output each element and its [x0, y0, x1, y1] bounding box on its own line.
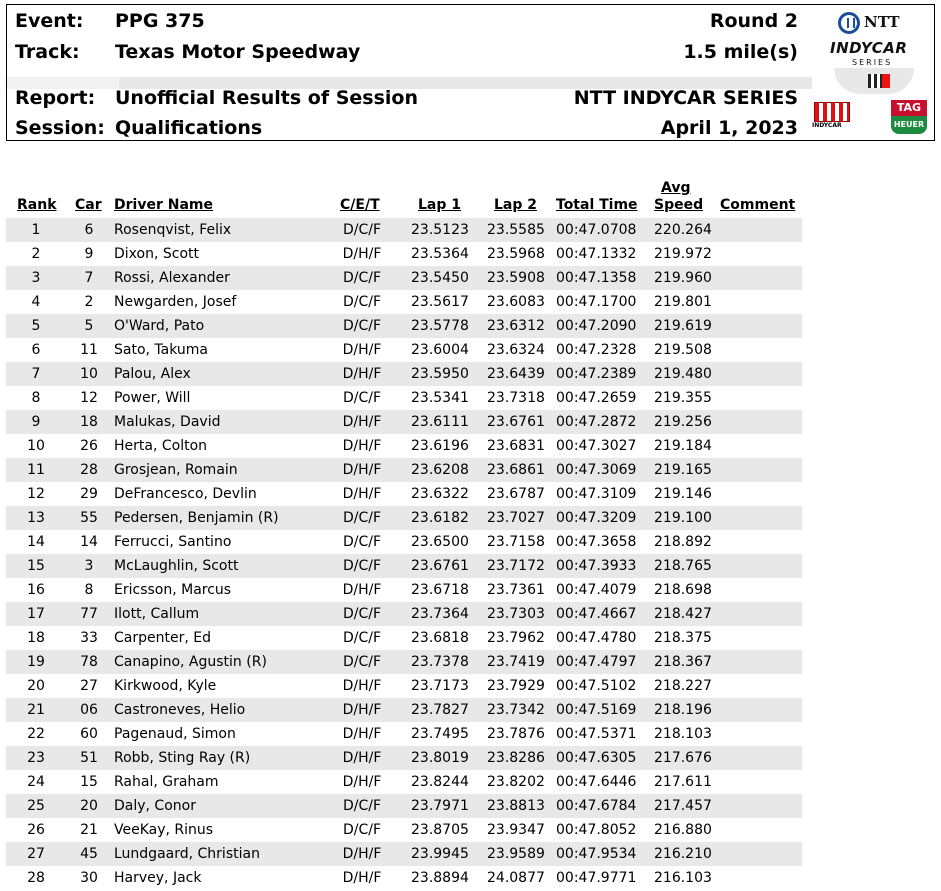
cell-total-time: 00:47.6784	[556, 798, 637, 814]
cell-lap2: 23.5585	[487, 222, 545, 238]
cell-driver-name: VeeKay, Rinus	[114, 822, 214, 838]
col-header-cet: C/E/T	[340, 197, 380, 213]
cell-car: 18	[80, 414, 98, 430]
cell-driver-name: Robb, Sting Ray (R)	[114, 750, 251, 766]
track-name: Texas Motor Speedway	[115, 41, 361, 63]
cell-car: 21	[80, 822, 98, 838]
cell-total-time: 00:47.3069	[556, 462, 637, 478]
table-row	[6, 842, 802, 866]
cell-driver-name: Harvey, Jack	[114, 870, 202, 886]
cell-driver-name: Dixon, Scott	[114, 246, 199, 262]
cell-lap1: 23.6208	[411, 462, 469, 478]
cell-total-time: 00:47.5371	[556, 726, 637, 742]
cell-rank: 7	[31, 366, 41, 382]
cell-cet: D/C/F	[342, 270, 382, 286]
cell-lap2: 23.8202	[487, 774, 545, 790]
cell-driver-name: Palou, Alex	[114, 366, 191, 382]
table-row	[6, 530, 802, 554]
cell-lap2: 23.7342	[487, 702, 545, 718]
cell-driver-name: Newgarden, Josef	[114, 294, 237, 310]
cell-avg-speed: 219.480	[654, 366, 712, 382]
cell-lap2: 23.9589	[487, 846, 545, 862]
cell-lap1: 23.7495	[411, 726, 469, 742]
tag-heuer-logo	[889, 100, 929, 136]
heuer-logo-text: HEUER	[891, 116, 927, 134]
cell-lap1: 23.5617	[411, 294, 469, 310]
cell-total-time: 00:47.3933	[556, 558, 637, 574]
cell-lap1: 23.8705	[411, 822, 469, 838]
cell-lap2: 23.6787	[487, 486, 545, 502]
cell-rank: 28	[27, 870, 45, 886]
cell-driver-name: DeFrancesco, Devlin	[114, 486, 257, 502]
cell-lap2: 23.7876	[487, 726, 545, 742]
cell-rank: 12	[27, 486, 45, 502]
cell-rank: 10	[27, 438, 45, 454]
cell-avg-speed: 219.146	[654, 486, 712, 502]
cell-avg-speed: 219.972	[654, 246, 712, 262]
cell-car: 78	[80, 654, 98, 670]
cell-driver-name: O'Ward, Pato	[114, 318, 205, 334]
cell-lap2: 23.6761	[487, 414, 545, 430]
cell-car: 77	[80, 606, 98, 622]
cell-total-time: 00:47.3209	[556, 510, 637, 526]
cell-rank: 13	[27, 510, 45, 526]
red-flag-icon	[882, 74, 890, 88]
cell-avg-speed: 218.196	[654, 702, 712, 718]
indycar-logo-text: INDYCAR	[830, 39, 908, 57]
table-row	[6, 674, 802, 698]
cell-lap2: 23.7158	[487, 534, 545, 550]
cell-total-time: 00:47.4667	[556, 606, 637, 622]
cell-cet: D/C/F	[342, 606, 382, 622]
cell-rank: 25	[27, 798, 45, 814]
cell-car: 30	[80, 870, 98, 886]
cell-cet: D/C/F	[342, 318, 382, 334]
cell-rank: 3	[31, 270, 41, 286]
table-row	[6, 722, 802, 746]
table-row	[6, 242, 802, 266]
cell-lap1: 23.6718	[411, 582, 469, 598]
cell-lap2: 23.7172	[487, 558, 545, 574]
table-row	[6, 866, 802, 890]
cell-rank: 27	[27, 846, 45, 862]
cell-cet: D/C/F	[342, 558, 382, 574]
cell-avg-speed: 219.355	[654, 390, 712, 406]
cell-rank: 15	[27, 558, 45, 574]
cell-lap1: 23.5950	[411, 366, 469, 382]
cell-lap2: 23.7962	[487, 630, 545, 646]
cell-avg-speed: 218.103	[654, 726, 712, 742]
cell-avg-speed: 218.698	[654, 582, 712, 598]
cell-cet: D/H/F	[342, 846, 382, 862]
session-name: Qualifications	[115, 117, 263, 139]
cell-avg-speed: 219.100	[654, 510, 712, 526]
cell-lap1: 23.7173	[411, 678, 469, 694]
cell-cet: D/H/F	[342, 582, 382, 598]
table-row	[6, 362, 802, 386]
col-header-total-time: Total Time	[556, 197, 638, 213]
cell-lap1: 23.7827	[411, 702, 469, 718]
cell-car: 51	[80, 750, 98, 766]
cell-car: 45	[80, 846, 98, 862]
cell-avg-speed: 219.960	[654, 270, 712, 286]
cell-lap2: 23.6083	[487, 294, 545, 310]
cell-lap1: 23.9945	[411, 846, 469, 862]
ntt-circle-icon	[838, 12, 860, 34]
cell-avg-speed: 219.801	[654, 294, 712, 310]
cell-avg-speed: 218.765	[654, 558, 712, 574]
cell-cet: D/H/F	[342, 726, 382, 742]
cell-lap2: 23.7318	[487, 390, 545, 406]
table-row	[6, 314, 802, 338]
cell-lap1: 23.5778	[411, 318, 469, 334]
cell-car: 11	[80, 342, 98, 358]
cell-driver-name: Canapino, Agustin (R)	[114, 654, 267, 670]
cell-total-time: 00:47.3658	[556, 534, 637, 550]
cell-avg-speed: 216.103	[654, 870, 712, 886]
cell-car: 27	[80, 678, 98, 694]
cell-driver-name: Kirkwood, Kyle	[114, 678, 217, 694]
indycar-flag-logo	[810, 100, 852, 134]
event-label: Event:	[15, 10, 84, 32]
cell-cet: D/H/F	[342, 246, 382, 262]
cell-rank: 24	[27, 774, 45, 790]
table-row	[6, 482, 802, 506]
cell-driver-name: Ilott, Callum	[114, 606, 200, 622]
cell-lap2: 23.6439	[487, 366, 545, 382]
cell-car: 20	[80, 798, 98, 814]
cell-lap1: 23.5450	[411, 270, 469, 286]
table-row	[6, 434, 802, 458]
table-row	[6, 386, 802, 410]
col-header-lap1: Lap 1	[418, 197, 462, 213]
cell-avg-speed: 219.165	[654, 462, 712, 478]
cell-cet: D/H/F	[342, 486, 382, 502]
cell-cet: D/H/F	[342, 702, 382, 718]
cell-avg-speed: 218.375	[654, 630, 712, 646]
cell-total-time: 00:47.2872	[556, 414, 637, 430]
cell-total-time: 00:47.4079	[556, 582, 637, 598]
cell-total-time: 00:47.3027	[556, 438, 637, 454]
cell-car: 7	[84, 270, 94, 286]
table-row	[6, 218, 802, 242]
cell-lap2: 23.6312	[487, 318, 545, 334]
cell-total-time: 00:47.2328	[556, 342, 637, 358]
cell-lap1: 23.6761	[411, 558, 469, 574]
cell-car: 06	[80, 702, 98, 718]
cell-lap1: 23.6196	[411, 438, 469, 454]
cell-avg-speed: 216.880	[654, 822, 712, 838]
cell-cet: D/C/F	[342, 822, 382, 838]
table-row	[6, 266, 802, 290]
cell-total-time: 00:47.9534	[556, 846, 637, 862]
table-row	[6, 602, 802, 626]
cell-car: 55	[80, 510, 98, 526]
cell-rank: 2	[31, 246, 41, 262]
session-label: Session:	[15, 117, 105, 139]
cell-total-time: 00:47.4780	[556, 630, 637, 646]
cell-driver-name: Malukas, David	[114, 414, 221, 430]
cell-total-time: 00:47.6305	[556, 750, 637, 766]
cell-car: 26	[80, 438, 98, 454]
cell-total-time: 00:47.2090	[556, 318, 637, 334]
cell-driver-name: Power, Will	[114, 390, 191, 406]
col-header-comment: Comment	[720, 197, 796, 213]
cell-avg-speed: 219.508	[654, 342, 712, 358]
cell-car: 15	[80, 774, 98, 790]
cell-driver-name: Rosenqvist, Felix	[114, 222, 232, 238]
cell-car: 14	[80, 534, 98, 550]
table-row	[6, 458, 802, 482]
cell-car: 5	[84, 318, 94, 334]
table-row	[6, 506, 802, 530]
cell-driver-name: Ferrucci, Santino	[114, 534, 232, 550]
cell-avg-speed: 218.427	[654, 606, 712, 622]
table-row	[6, 698, 802, 722]
cell-cet: D/H/F	[342, 870, 382, 886]
table-row	[6, 554, 802, 578]
cell-car: 9	[84, 246, 94, 262]
cell-rank: 11	[27, 462, 45, 478]
cell-lap2: 23.9347	[487, 822, 545, 838]
cell-driver-name: Grosjean, Romain	[114, 462, 238, 478]
cell-lap1: 23.6182	[411, 510, 469, 526]
table-row	[6, 290, 802, 314]
logo-shield-shape	[834, 68, 914, 94]
col-header-rank: Rank	[17, 197, 57, 213]
report-header	[6, 4, 935, 141]
cell-car: 2	[84, 294, 94, 310]
cell-lap2: 23.6861	[487, 462, 545, 478]
col-header-lap2: Lap 2	[494, 197, 538, 213]
table-row	[6, 818, 802, 842]
cell-rank: 6	[31, 342, 41, 358]
cell-cet: D/C/F	[342, 534, 382, 550]
cell-rank: 1	[31, 222, 41, 238]
cell-lap1: 23.6500	[411, 534, 469, 550]
table-row	[6, 746, 802, 770]
table-row	[6, 794, 802, 818]
cell-rank: 5	[31, 318, 41, 334]
cell-lap2: 23.5908	[487, 270, 545, 286]
cell-lap1: 23.5123	[411, 222, 469, 238]
track-label: Track:	[15, 41, 80, 63]
cell-driver-name: Herta, Colton	[114, 438, 208, 454]
round-number: Round 2	[709, 10, 798, 32]
indycar-small-text: INDYCAR	[812, 122, 842, 129]
cell-rank: 18	[27, 630, 45, 646]
cell-lap1: 23.5364	[411, 246, 469, 262]
cell-total-time: 00:47.1700	[556, 294, 637, 310]
cell-lap2: 23.7929	[487, 678, 545, 694]
cell-lap1: 23.5341	[411, 390, 469, 406]
cell-driver-name: Rahal, Graham	[114, 774, 219, 790]
cell-cet: D/H/F	[342, 366, 382, 382]
cell-driver-name: Sato, Takuma	[114, 342, 209, 358]
tag-logo-text: TAG	[891, 100, 927, 116]
cell-car: 60	[80, 726, 98, 742]
cell-cet: D/C/F	[342, 222, 382, 238]
cell-lap2: 23.7419	[487, 654, 545, 670]
cell-total-time: 00:47.6446	[556, 774, 637, 790]
ntt-indycar-series-logo	[824, 6, 924, 98]
report-type: Unofficial Results of Session	[115, 87, 419, 109]
cell-driver-name: Carpenter, Ed	[114, 630, 211, 646]
series-name: NTT INDYCAR SERIES	[573, 87, 798, 109]
cell-total-time: 00:47.2389	[556, 366, 637, 382]
col-header-avg: Avg	[661, 180, 691, 196]
cell-total-time: 00:47.3109	[556, 486, 637, 502]
cell-rank: 14	[27, 534, 45, 550]
cell-avg-speed: 219.184	[654, 438, 712, 454]
event-name: PPG 375	[115, 10, 205, 32]
cell-driver-name: Castroneves, Helio	[114, 702, 246, 718]
cell-car: 3	[84, 558, 94, 574]
cell-avg-speed: 218.367	[654, 654, 712, 670]
cell-total-time: 00:47.1358	[556, 270, 637, 286]
cell-cet: D/H/F	[342, 678, 382, 694]
ntt-logo-text: NTT	[864, 13, 900, 31]
cell-rank: 17	[27, 606, 45, 622]
cell-avg-speed: 217.611	[654, 774, 712, 790]
cell-cet: D/H/F	[342, 750, 382, 766]
cell-lap2: 23.6324	[487, 342, 545, 358]
cell-lap2: 23.6831	[487, 438, 545, 454]
cell-avg-speed: 218.892	[654, 534, 712, 550]
cell-total-time: 00:47.0708	[556, 222, 637, 238]
track-length: 1.5 mile(s)	[683, 41, 798, 63]
cell-lap1: 23.8894	[411, 870, 469, 886]
cell-total-time: 00:47.1332	[556, 246, 637, 262]
cell-car: 29	[80, 486, 98, 502]
cell-rank: 8	[31, 390, 41, 406]
cell-rank: 22	[27, 726, 45, 742]
cell-total-time: 00:47.8052	[556, 822, 637, 838]
cell-driver-name: Lundgaard, Christian	[114, 846, 260, 862]
cell-rank: 20	[27, 678, 45, 694]
cell-cet: D/C/F	[342, 798, 382, 814]
cell-total-time: 00:47.9771	[556, 870, 637, 886]
checkered-flag-icon	[868, 74, 882, 88]
col-header-car: Car	[75, 197, 102, 213]
cell-driver-name: Rossi, Alexander	[114, 270, 230, 286]
cell-lap1: 23.6111	[411, 414, 469, 430]
cell-cet: D/C/F	[342, 510, 382, 526]
series-logo-text: SERIES	[852, 58, 893, 67]
cell-avg-speed: 218.227	[654, 678, 712, 694]
cell-car: 8	[84, 582, 94, 598]
cell-lap1: 23.6322	[411, 486, 469, 502]
cell-driver-name: Pagenaud, Simon	[114, 726, 236, 742]
cell-lap2: 23.7027	[487, 510, 545, 526]
table-row	[6, 410, 802, 434]
cell-car: 33	[80, 630, 98, 646]
cell-cet: D/C/F	[342, 294, 382, 310]
table-row	[6, 626, 802, 650]
cell-avg-speed: 216.210	[654, 846, 712, 862]
cell-driver-name: McLaughlin, Scott	[114, 558, 239, 574]
cell-rank: 4	[31, 294, 41, 310]
col-header-speed: Speed	[654, 197, 704, 213]
cell-car: 10	[80, 366, 98, 382]
cell-avg-speed: 219.619	[654, 318, 712, 334]
cell-rank: 23	[27, 750, 45, 766]
cell-lap1: 23.8019	[411, 750, 469, 766]
cell-lap1: 23.7364	[411, 606, 469, 622]
cell-avg-speed: 219.256	[654, 414, 712, 430]
table-row	[6, 770, 802, 794]
cell-lap2: 23.8286	[487, 750, 545, 766]
table-row	[6, 578, 802, 602]
cell-avg-speed: 217.676	[654, 750, 712, 766]
cell-cet: D/H/F	[342, 342, 382, 358]
cell-car: 28	[80, 462, 98, 478]
cell-lap2: 23.7361	[487, 582, 545, 598]
cell-lap2: 23.5968	[487, 246, 545, 262]
cell-rank: 9	[31, 414, 41, 430]
cell-cet: D/H/F	[342, 462, 382, 478]
cell-lap1: 23.6004	[411, 342, 469, 358]
cell-total-time: 00:47.2659	[556, 390, 637, 406]
cell-cet: D/H/F	[342, 774, 382, 790]
cell-lap1: 23.8244	[411, 774, 469, 790]
cell-rank: 26	[27, 822, 45, 838]
cell-driver-name: Ericsson, Marcus	[114, 582, 232, 598]
cell-lap2: 24.0877	[487, 870, 545, 886]
cell-total-time: 00:47.5169	[556, 702, 637, 718]
report-label: Report:	[15, 87, 96, 109]
cell-cet: D/C/F	[342, 654, 382, 670]
cell-lap1: 23.6818	[411, 630, 469, 646]
cell-cet: D/H/F	[342, 438, 382, 454]
cell-avg-speed: 217.457	[654, 798, 712, 814]
table-row	[6, 650, 802, 674]
col-header-driver: Driver Name	[114, 197, 213, 213]
cell-rank: 21	[27, 702, 45, 718]
cell-cet: D/C/F	[342, 390, 382, 406]
cell-avg-speed: 220.264	[654, 222, 712, 238]
cell-lap2: 23.7303	[487, 606, 545, 622]
cell-driver-name: Pedersen, Benjamin (R)	[114, 510, 279, 526]
cell-cet: D/H/F	[342, 414, 382, 430]
cell-total-time: 00:47.5102	[556, 678, 637, 694]
cell-rank: 19	[27, 654, 45, 670]
cell-car: 12	[80, 390, 98, 406]
cell-lap1: 23.7971	[411, 798, 469, 814]
session-date: April 1, 2023	[660, 117, 798, 139]
indycar-flag-icon	[814, 102, 850, 122]
cell-lap2: 23.8813	[487, 798, 545, 814]
cell-car: 6	[84, 222, 94, 238]
cell-driver-name: Daly, Conor	[114, 798, 196, 814]
table-row	[6, 338, 802, 362]
cell-rank: 16	[27, 582, 45, 598]
cell-lap1: 23.7378	[411, 654, 469, 670]
cell-cet: D/C/F	[342, 630, 382, 646]
cell-total-time: 00:47.4797	[556, 654, 637, 670]
